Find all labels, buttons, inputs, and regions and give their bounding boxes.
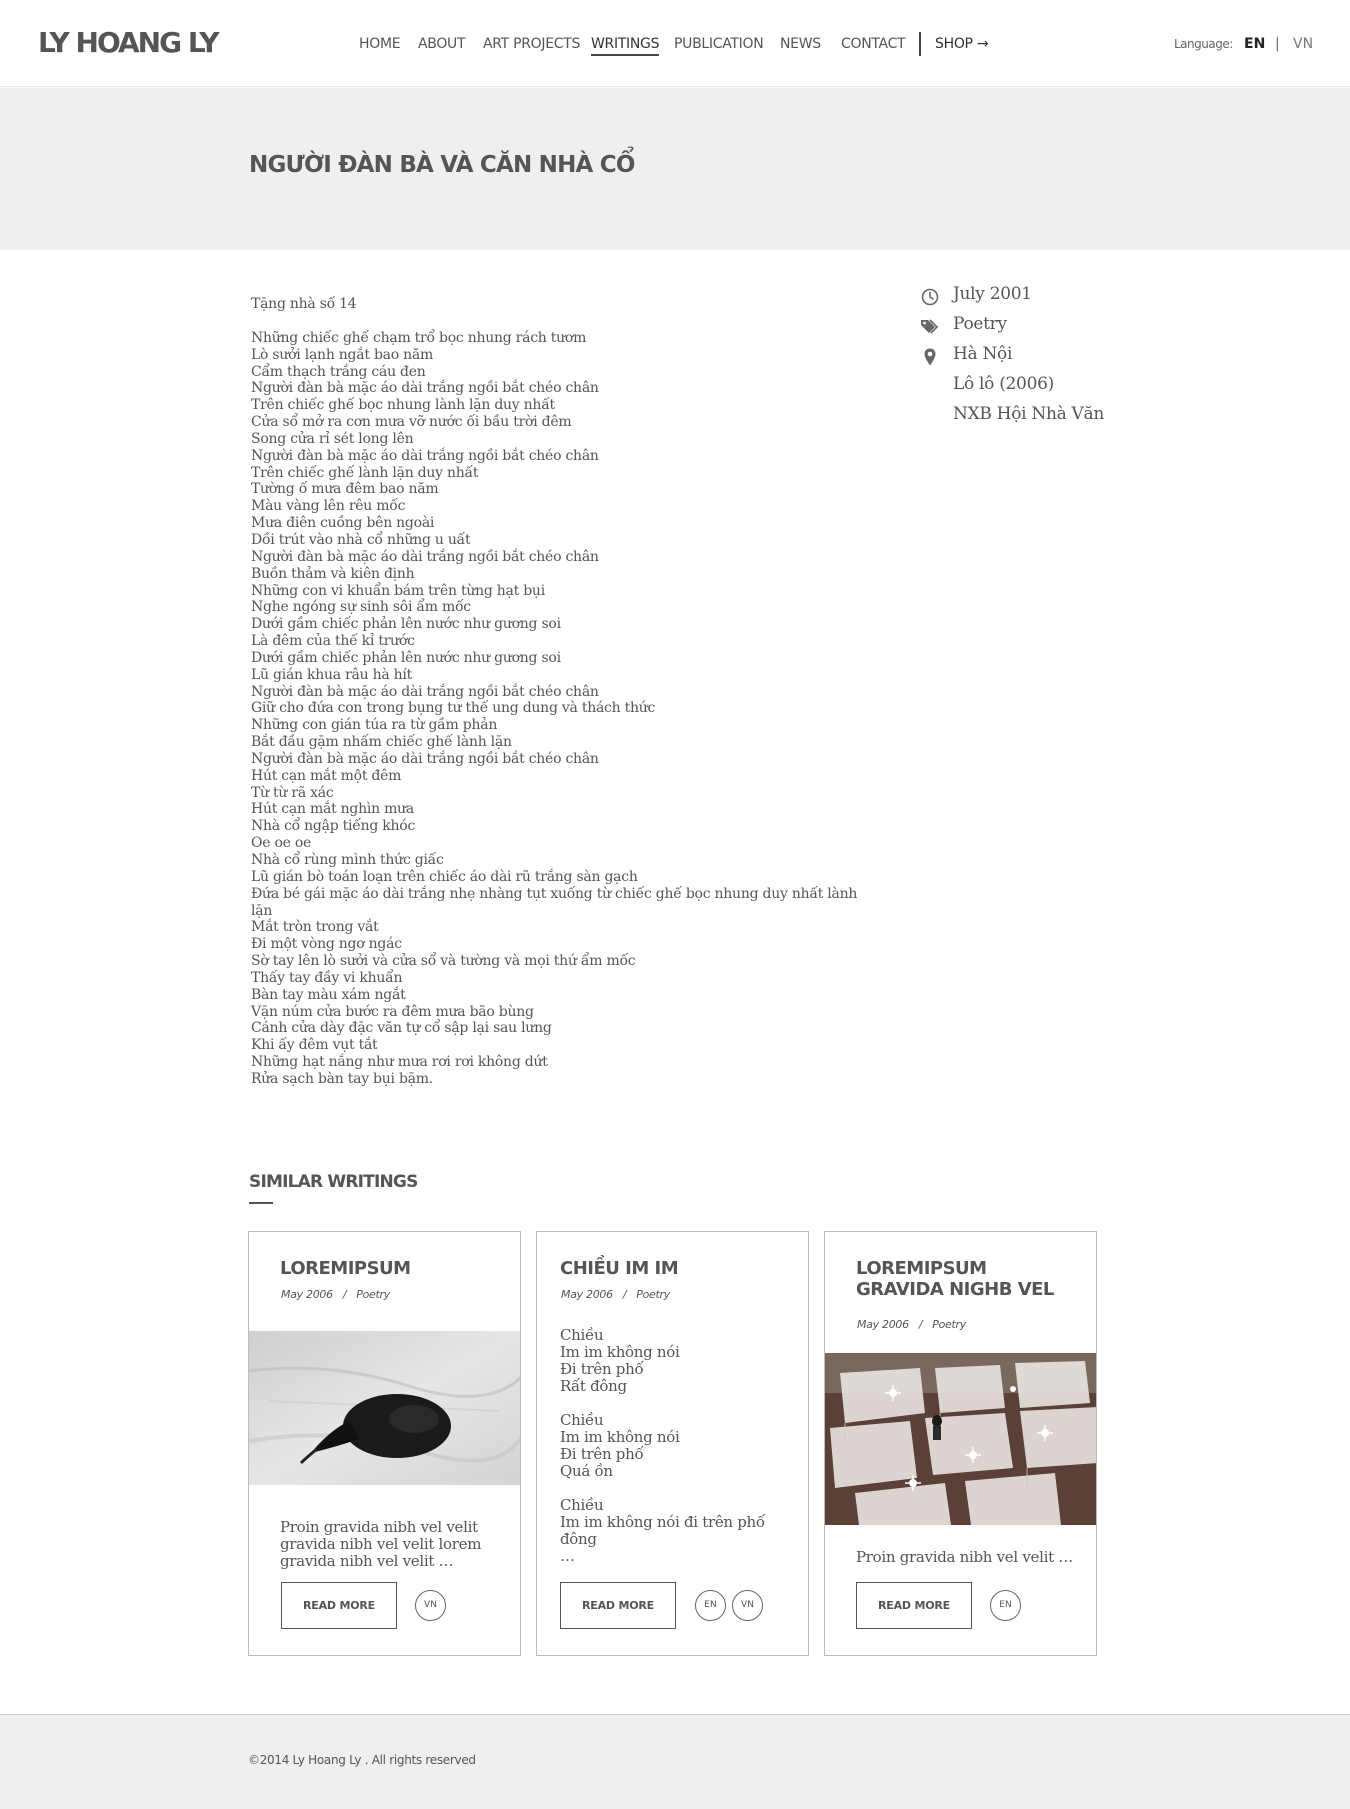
poem-line: Im im không nói đi trên phố [560,1513,765,1531]
card-meta [857,1318,966,1331]
site-logo[interactable]: LY HOANG LY [38,26,218,59]
poem-line: Người đàn bà mặc áo dài trắng ngồi bắt chéo chân [251,380,599,397]
poem-line: Những hạt nắng như mưa rơi rơi không dứt [251,1054,548,1071]
language-vn-link[interactable]: VN [1293,36,1314,52]
nav-shop[interactable]: SHOP → [935,36,989,52]
similar-card [824,1231,1097,1656]
poem-line: Những con gián túa ra từ gầm phản [251,717,498,734]
card-date: May 2006 [281,1288,333,1301]
poem-line: Những chiếc ghế chạm trổ bọc nhung rách tươm [251,329,587,346]
nav-news[interactable]: NEWS [780,36,821,52]
page-title: NGƯỜI ĐÀN BÀ VÀ CĂN NHÀ CỔ [249,152,635,178]
card-title[interactable]: LOREMIPSUM [280,1258,411,1279]
poem-line: Người đàn bà mặc áo dài trắng ngồi bắt chéo chân [251,548,599,565]
poem-line: Nhà cổ ngập tiếng khóc [251,818,416,835]
poem-line: Dưới gầm chiếc phản lên nước như gương soi [251,616,561,633]
poem-line: Nghe ngóng sự sinh sôi ẩm mốc [251,599,471,616]
card-poem-excerpt [560,1327,765,1582]
meta-separator: / [918,1318,923,1331]
poem-line: Hút cạn mắt một đêm [251,767,402,784]
poem-line: Mưa điên cuồng bên ngoài [251,515,435,532]
poem-line: Người đàn bà mặc áo dài trắng ngồi bắt chéo chân [251,683,599,700]
card-category[interactable]: Poetry [932,1318,966,1331]
poem-line: Hút cạn mắt nghìn mưa [251,801,414,818]
card-meta [281,1288,390,1301]
language-en-badge[interactable]: EN [990,1590,1021,1621]
poem-line: Lũ gián khua râu hà hít [251,666,413,683]
poem-line: Bàn tay màu xám ngắt [251,986,406,1003]
clock-icon [920,287,940,307]
poem-line: Lò sưởi lạnh ngắt bao năm [251,346,434,363]
poem-line: Buồn thảm và kiên định [251,565,415,582]
poem-line: Im im không nói [560,1343,680,1361]
site-header [0,0,1350,87]
poem-line: Rửa sạch bàn tay bụi bặm. [251,1070,433,1087]
card-category[interactable]: Poetry [356,1288,390,1301]
language-en-badge[interactable]: EN [695,1590,726,1621]
poem-line: đông [560,1530,597,1548]
poem-line: Lũ gián bò toán loạn trên chiếc áo dài rũ trắng sàn gạch [251,868,638,885]
poem-line: Dưới gầm chiếc phản lên nước như gương soi [251,649,561,666]
card-thumbnail[interactable] [825,1353,1096,1525]
meta-category-text[interactable]: Poetry [953,314,1007,334]
card-title[interactable]: CHIỀU IM IM [560,1258,679,1279]
poem-line: Là đêm của thế kỉ trước [251,633,415,650]
poem-line: Bắt đầu gặm nhấm chiếc ghế lành lặn [251,734,512,751]
nav-art-projects[interactable]: ART PROJECTS [483,36,581,52]
nav-divider [919,32,921,56]
language-vn-badge[interactable]: VN [732,1590,763,1621]
poem-line: Giữ cho đứa con trong bụng tư thế ung dung và thách thức [251,700,656,717]
poem-line: Khi ấy đêm vụt tắt [251,1037,378,1054]
poem-lines [251,330,861,1088]
read-more-button[interactable]: READ MORE [560,1582,676,1629]
language-en-link[interactable]: EN [1244,36,1266,52]
poem-line: Cánh cửa dày đặc văn tự cổ sập lại sau lưng [251,1020,552,1037]
meta-date-text: July 2001 [953,284,1032,304]
meta-publisher-text: NXB Hội Nhà Văn [953,404,1104,424]
language-vn-badge[interactable]: VN [415,1590,446,1621]
poem-line: Trên chiếc ghế lành lặn duy nhất [251,464,479,481]
site-footer [0,1714,1350,1809]
poem-line: Nhà cổ rùng mình thức giấc [251,852,444,868]
poem-line: Sờ tay lên lò sưởi và cửa sổ và tường và mọi thứ ẩm mốc [251,953,636,970]
poem-line: Thấy tay đầy vi khuẩn [251,969,403,986]
nav-about[interactable]: ABOUT [418,36,466,52]
tags-icon [920,317,940,337]
meta-location-text: Hà Nội [953,344,1013,364]
language-label: Language: [1174,37,1233,51]
poem-line: Trên chiếc ghế bọc nhung lành lặn duy nhất [251,397,555,414]
copyright-text: ©2014 Ly Hoang Ly . All rights reserved [248,1753,476,1767]
meta-publication-text: Lô lô (2006) [953,374,1054,394]
nav-publication[interactable]: PUBLICATION [674,36,764,52]
poem-stanza [560,1497,765,1565]
card-thumbnail[interactable] [249,1331,520,1485]
poem-line: Màu vàng lên rêu mốc [251,498,406,515]
read-more-button[interactable]: READ MORE [281,1582,397,1629]
poem-dedication: Tặng nhà số 14 [251,296,357,312]
card-title[interactable]: LOREMIPSUM GRAVIDA NIGHB VEL [856,1258,1054,1300]
similar-writings-heading: SIMILAR WRITINGS [249,1172,418,1192]
woman-in-snow-image [249,1331,520,1485]
language-separator: | [1275,36,1280,52]
meta-separator: / [622,1288,627,1301]
poem-line: Người đàn bà mặc áo dài trắng ngồi bắt chéo chân [251,447,599,464]
card-meta [561,1288,670,1301]
heading-underline [249,1202,273,1204]
poem-line: Người đàn bà mặc áo dài trắng ngồi bắt chéo chân [251,750,599,767]
map-pin-icon [920,347,940,367]
poem-line: Những con vi khuẩn bám trên từng hạt bụi [251,582,545,599]
poem-line: Song cửa rỉ sét long lên [251,430,414,447]
similar-card [248,1231,521,1656]
poem-line: Đi trên phố [560,1360,644,1378]
nav-home[interactable]: HOME [359,36,401,52]
poem-line: Chiều [560,1326,604,1344]
poem-line: … [560,1547,575,1565]
poem-line: Oe oe oe [251,835,312,852]
poem-line: Chiều [560,1496,604,1514]
poem-line: Tường ố mưa đêm bao năm [251,481,439,498]
poem-body [251,296,861,1088]
similar-card [536,1231,809,1656]
meta-separator: / [342,1288,347,1301]
poem-line: Dồi trút vào nhà cổ những u uất [251,531,471,548]
card-excerpt: Proin gravida nibh vel velit … [856,1548,1073,1566]
poem-stanza [560,1412,765,1480]
poem-line: Cẩm thạch trắng cáu đen [251,363,426,380]
title-banner [0,88,1350,250]
poem-line: Cửa sổ mở ra cơn mưa vỡ nước ối bầu trời đêm [251,414,572,431]
poem-line: Chiều [560,1411,604,1429]
nav-contact[interactable]: CONTACT [841,36,906,52]
nav-writings[interactable]: WRITINGS [591,36,659,56]
poem-line: Vặn núm cửa bước ra đêm mưa bão bùng [251,1003,534,1020]
read-more-button[interactable]: READ MORE [856,1582,972,1629]
poem-line: Quá ồn [560,1462,613,1480]
poem-line: Đi một vòng ngơ ngác [251,936,402,953]
poem-line: Đi trên phố [560,1445,644,1463]
poem-line: Rất đông [560,1377,627,1395]
card-date: May 2006 [857,1318,909,1331]
poem-line: Đứa bé gái mặc áo dài trắng nhẹ nhàng tụt xuống từ chiếc ghế bọc nhung duy nhất lành lặn [251,885,858,919]
card-date: May 2006 [561,1288,613,1301]
poem-stanza [560,1327,765,1395]
card-category[interactable]: Poetry [636,1288,670,1301]
card-excerpt: Proin gravida nibh vel velit gravida nibh vel velit lorem gravida nibh vel velit … [280,1518,482,1570]
installation-image [825,1353,1096,1525]
poem-line: Im im không nói [560,1428,680,1446]
poem-line: Mắt tròn trong vắt [251,919,379,936]
poem-line: Từ từ rã xác [251,784,334,801]
